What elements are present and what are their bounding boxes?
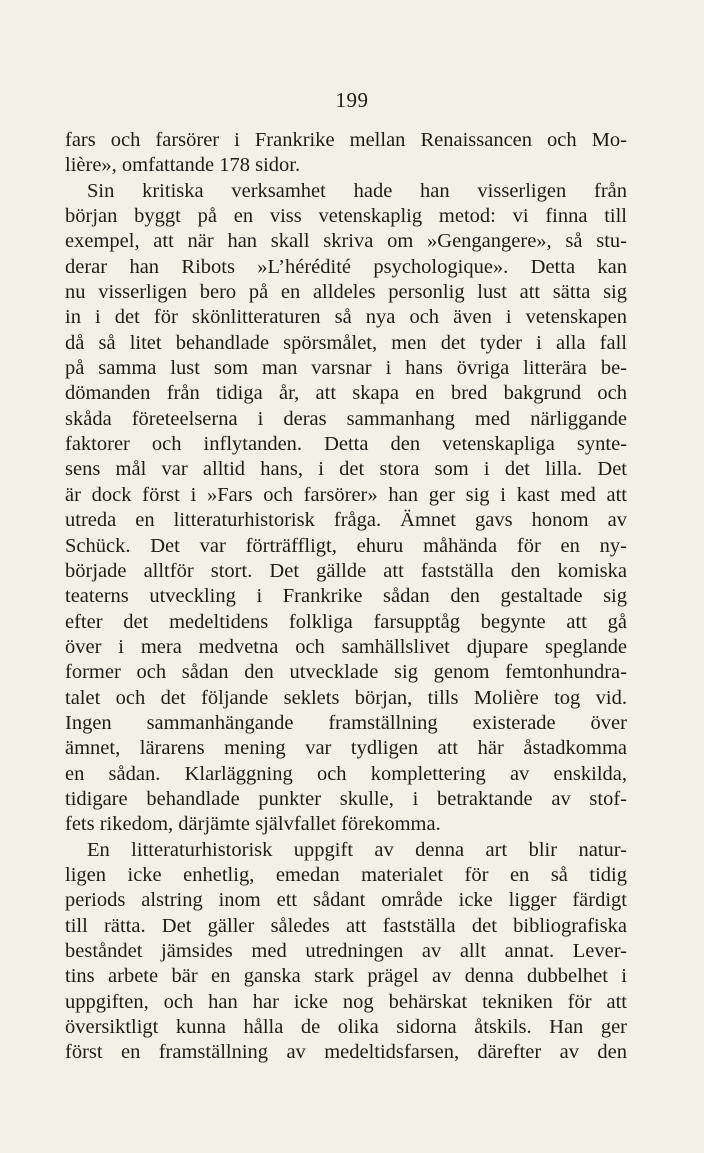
text-line: då så litet behandlade spörsmålet, men det tyder i alla fall bbox=[65, 331, 627, 354]
text-line: derar han Ribots »L’hérédité psychologique». Detta kan bbox=[65, 255, 627, 278]
text-line: tidigare behandlade punkter skulle, i betraktande av stof- bbox=[65, 787, 627, 810]
text-line: är dock först i »Fars och farsörer» han ger sig i kast med att bbox=[65, 483, 627, 506]
text-line: exempel, att när han skall skriva om »Gengangere», så stu- bbox=[65, 230, 627, 253]
text-line: utreda en litteraturhistorisk fråga. Ämnet gavs honom av bbox=[65, 509, 627, 532]
text-line: uppgiften, och han har icke nog behärskat tekniken för att bbox=[65, 990, 627, 1013]
text-line: till rätta. Det gäller således att fastställa det bibliografiska bbox=[65, 914, 627, 937]
text-line: former och sådan den utvecklade sig genom femtonhundra- bbox=[65, 661, 627, 684]
text-line: efter det medeltidens folkliga farsupptåg begynte att gå bbox=[65, 610, 627, 633]
text-line: över i mera medvetna och samhällslivet djupare speglande bbox=[65, 635, 627, 658]
text-line: Schück. Det var förträffligt, ehuru måhända för en ny- bbox=[65, 534, 627, 557]
text-line: beståndet jämsides med utredningen av allt annat. Lever- bbox=[65, 940, 627, 962]
text-line: skåda företeelserna i deras sammanhang med närliggande bbox=[65, 407, 627, 430]
text-line: en sådan. Klarläggning och komplettering av enskilda, bbox=[65, 762, 627, 785]
page-number: 199 bbox=[335, 88, 369, 112]
text-line: ämnet, lärarens mening var tydligen att här åstadkomma bbox=[65, 737, 627, 760]
text-line: talet och det följande seklets början, tills Molière tog vid. bbox=[65, 686, 627, 709]
text-line: fars och farsörer i Frankrike mellan Renaissancen och Mo- bbox=[65, 129, 627, 151]
text-line: dömanden från tidiga år, att skapa en bred bakgrund och bbox=[65, 382, 627, 405]
text-line: översiktligt kunna hålla de olika sidorna åtskils. Han ger bbox=[65, 1016, 627, 1039]
text-line: började alltför stort. Det gällde att fastställa den komiska bbox=[65, 559, 627, 582]
text-line: En litteraturhistorisk uppgift av denna art blir natur- bbox=[87, 838, 627, 861]
text-line: Ingen sammanhängande framställning existerade över bbox=[65, 711, 627, 734]
text-line: teaterns utveckling i Frankrike sådan den gestaltade sig bbox=[65, 585, 627, 608]
text-line: faktorer och inflytanden. Detta den vetenskapliga synte- bbox=[65, 433, 627, 456]
text-line: periods alstring inom ett sådant område icke ligger färdigt bbox=[65, 889, 627, 912]
body-text bbox=[65, 128, 627, 1066]
text-line: tins arbete bär en ganska stark prägel av denna dubbelhet i bbox=[65, 965, 627, 988]
text-line: ligen icke enhetlig, emedan materialet för en så tidig bbox=[65, 863, 627, 886]
text-line: lière», omfattande 178 sidor. bbox=[65, 154, 301, 177]
text-line: in i det för skönlitteraturen så nya och även i vetenskapen bbox=[65, 306, 627, 329]
text-line: fets rikedom, därjämte självfallet förekomma. bbox=[65, 813, 441, 836]
text-line: sens mål var alltid hans, i det stora som i det lilla. Det bbox=[65, 458, 627, 481]
text-line: först en framställning av medeltidsfarsen, därefter av den bbox=[65, 1041, 627, 1064]
text-line: nu visserligen bero på en alldeles personlig lust att sätta sig bbox=[65, 281, 627, 304]
text-line: på samma lust som man varsnar i hans övriga litterära be- bbox=[65, 357, 627, 380]
text-line: Sin kritiska verksamhet hade han visserligen från bbox=[87, 179, 627, 202]
text-line: början byggt på en viss vetenskaplig metod: vi finna till bbox=[65, 205, 627, 228]
